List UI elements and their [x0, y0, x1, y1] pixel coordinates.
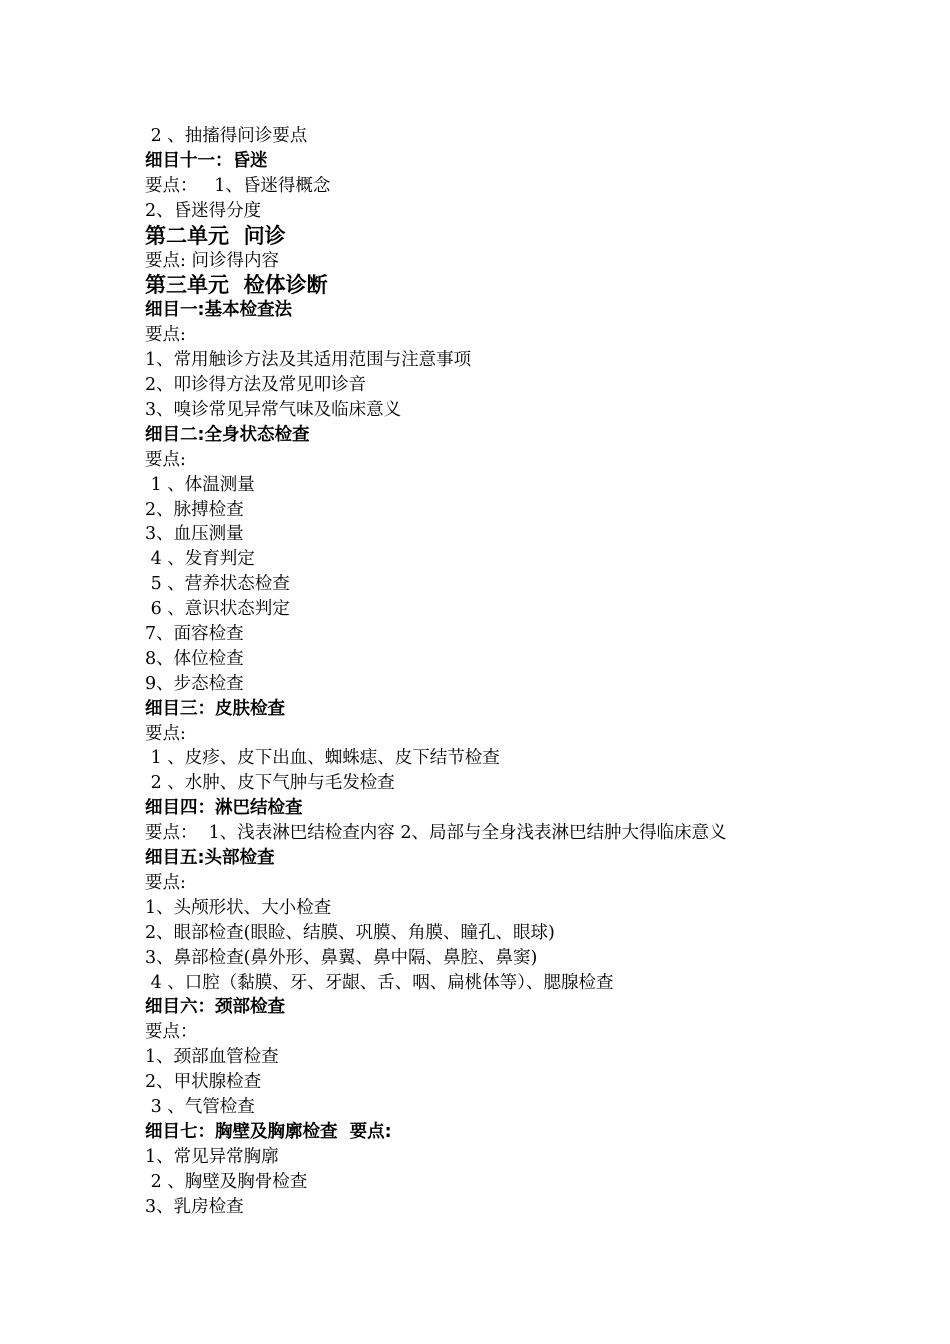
text-line: 1 、体温测量 — [145, 474, 255, 495]
text-line: 1、头颅形状、大小检查 — [145, 897, 332, 918]
text-line: 7、面容检查 — [145, 624, 244, 645]
section-heading: 细目五:头部检查 — [145, 848, 275, 869]
text-line: 8、体位检查 — [145, 648, 244, 669]
text-line: 要点: — [145, 872, 186, 893]
text-line: 2、昏迷得分度 — [145, 200, 262, 221]
document-body — [145, 124, 845, 1219]
text-line: 要点: 问诊得内容 — [145, 250, 279, 271]
text-line: 4 、口腔（黏膜、牙、牙龈、舌、咽、扁桃体等）、腮腺检查 — [145, 972, 614, 993]
text-line: 要点: — [145, 449, 186, 470]
text-line: 2、眼部检查(眼睑、结膜、巩膜、角膜、瞳孔、眼球) — [145, 922, 555, 943]
text-line: 3、鼻部检查(鼻外形、鼻翼、鼻中隔、鼻腔、鼻窦) — [145, 947, 538, 968]
text-line: 要点: — [145, 723, 186, 744]
text-line: 要点： 1、昏迷得概念 — [145, 175, 331, 196]
section-heading: 细目一:基本检查法 — [145, 300, 292, 321]
text-line: 3、乳房检查 — [145, 1196, 244, 1217]
section-heading: 细目三：皮肤检查 — [145, 698, 285, 719]
section-heading: 细目六：颈部检查 — [145, 997, 285, 1018]
section-heading: 细目十一：昏迷 — [145, 150, 268, 171]
text-line: 3、血压测量 — [145, 524, 244, 545]
unit-heading: 第三单元 检体诊断 — [145, 273, 328, 298]
text-line: 3 、气管检查 — [145, 1096, 255, 1117]
section-heading: 细目七：胸壁及胸廓检查 要点: — [145, 1121, 392, 1142]
text-line: 1、常见异常胸廓 — [145, 1146, 279, 1167]
section-heading: 细目二:全身状态检查 — [145, 424, 310, 445]
text-line: 9、步态检查 — [145, 673, 244, 694]
text-line: 1、常用触诊方法及其适用范围与注意事项 — [145, 350, 472, 371]
unit-heading: 第二单元 问诊 — [145, 223, 286, 248]
text-line: 3、嗅诊常见异常气味及临床意义 — [145, 400, 402, 421]
text-line: 2、脉搏检查 — [145, 499, 244, 520]
text-line: 要点： — [145, 1022, 198, 1043]
text-line: 要点： 1、浅表淋巴结检查内容 2、局部与全身浅表淋巴结肿大得临床意义 — [145, 823, 727, 844]
text-line: 2 、抽搐得问诊要点 — [145, 126, 308, 146]
text-line: 5 、营养状态检查 — [145, 574, 290, 595]
text-line: 2 、水肿、皮下气肿与毛发检查 — [145, 773, 395, 794]
section-heading: 细目四：淋巴结检查 — [145, 798, 303, 819]
text-line: 2、叩诊得方法及常见叩诊音 — [145, 375, 367, 396]
text-line: 4 、发育判定 — [145, 549, 255, 570]
text-line: 2、甲状腺检查 — [145, 1072, 262, 1093]
text-line: 6 、意识状态判定 — [145, 599, 290, 620]
text-line: 2 、胸壁及胸骨检查 — [145, 1171, 308, 1192]
text-line: 1、颈部血管检查 — [145, 1047, 279, 1068]
text-line: 要点: — [145, 325, 186, 346]
text-line: 1 、皮疹、皮下出血、蜘蛛痣、皮下结节检查 — [145, 748, 500, 769]
